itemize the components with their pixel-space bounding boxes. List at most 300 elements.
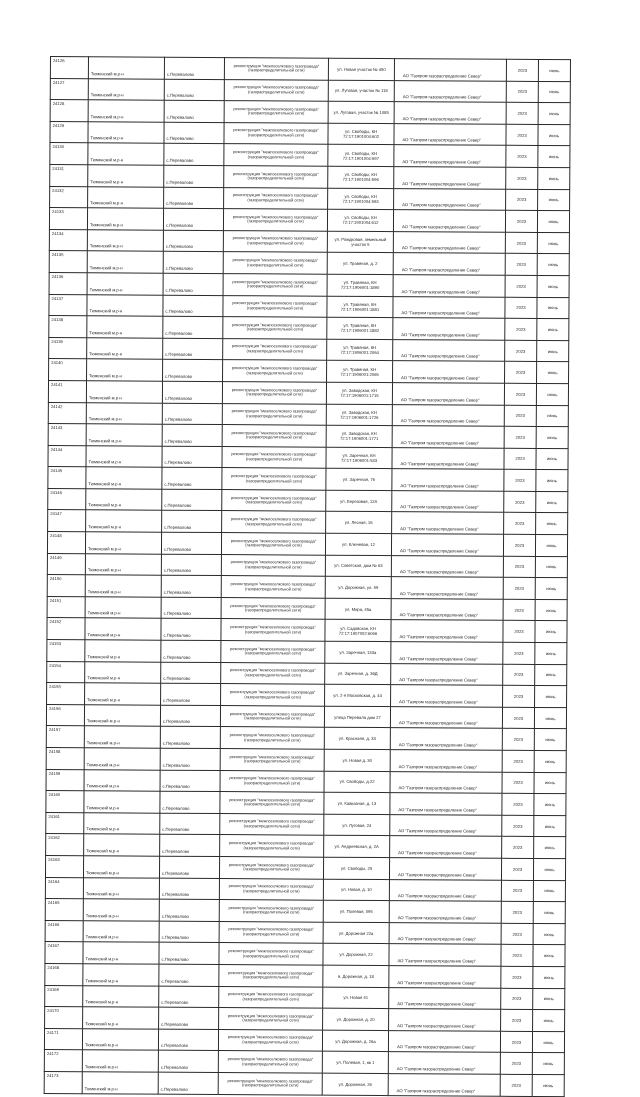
district-cell: Тюменский м.р-н — [84, 748, 160, 770]
row-number: 24147 — [48, 510, 86, 532]
year-cell: 2023 — [501, 858, 533, 880]
object-cell: реконструкция "межпоселкового газопровода" (газораспределительной сети) — [219, 986, 323, 1008]
village-cell: с.Перевалово — [164, 57, 224, 79]
row-number: 24143 — [48, 424, 86, 446]
year-cell: 2023 — [502, 793, 534, 815]
object-cell: реконструкция "межпоселкового газопровода" (газораспределительной сети) — [223, 230, 327, 252]
object-cell: реконструкция "межпоселкового газопровода" (газораспределительной сети) — [222, 381, 326, 403]
year-cell: 2023 — [503, 578, 535, 600]
year-cell: 2023 — [503, 664, 535, 686]
row-number: 24134 — [49, 229, 87, 251]
object-cell: реконструкция "межпоселкового газопровода" (газораспределительной сети) — [219, 943, 323, 965]
month-cell: июнь — [536, 427, 568, 449]
organization-cell: АО "Газпром газораспределение Север" — [394, 145, 506, 167]
month-cell: июнь — [537, 319, 569, 341]
table-row — [49, 208, 569, 233]
year-cell: 2023 — [504, 491, 536, 513]
table-row — [48, 510, 568, 535]
village-cell: с.Перевалово — [160, 727, 220, 749]
table-row — [48, 445, 568, 470]
object-cell: реконструкция "межпоселкового газопровода" (газораспределительной сети) — [221, 576, 325, 598]
row-number: 24173 — [44, 1071, 82, 1093]
organization-cell: АО "Газпром газораспределение Север" — [392, 490, 504, 512]
address-cell: в. Дорожная, д. 18 — [323, 965, 389, 987]
organization-cell: АО "Газпром газораспределение Север" — [388, 1052, 500, 1074]
address-cell: ул. Лесная, 16 — [326, 512, 392, 534]
district-cell: Тюменский м.р-н — [88, 186, 164, 208]
year-cell: 2023 — [506, 189, 538, 211]
village-cell: с.Перевалово — [159, 986, 219, 1008]
address-cell: ул. Луговая, участок № 1085 — [328, 101, 394, 123]
row-number: 24157 — [46, 726, 84, 748]
row-number: 24128 — [50, 100, 88, 122]
village-cell: с.Перевалово — [161, 575, 221, 597]
address-cell: ул. Дорожная, д. 20 — [323, 1008, 389, 1030]
village-cell: с.Перевалово — [158, 1029, 218, 1051]
year-cell: 2023 — [501, 880, 533, 902]
row-number: 24151 — [47, 596, 85, 618]
village-cell: с.Перевалово — [163, 273, 223, 295]
year-cell: 2023 — [502, 772, 534, 794]
object-cell: реконструкция "межпоселкового газопровода" (газораспределительной сети) — [223, 360, 327, 382]
object-cell: реконструкция "межпоселкового газопровода" (газораспределительной сети) — [224, 79, 328, 101]
object-cell: реконструкция "межпоселкового газопровода" (газораспределительной сети) — [223, 209, 327, 231]
object-cell: реконструкция "межпоселкового газопровода" (газораспределительной сети) — [218, 1051, 322, 1073]
organization-cell: АО "Газпром газораспределение Север" — [393, 253, 505, 275]
district-cell: Тюменский м.р-н — [84, 813, 160, 835]
year-cell: 2023 — [500, 1031, 532, 1053]
table-row — [49, 337, 569, 362]
table-row — [45, 1007, 565, 1032]
object-cell: реконструкция "межпоселкового газопровода" (газораспределительной сети) — [221, 533, 325, 555]
address-cell: улица Перевала дом 27 — [324, 706, 390, 728]
village-cell: с.Перевалово — [161, 640, 221, 662]
table-row — [46, 812, 566, 837]
district-cell: Тюменский м.р-н — [86, 402, 162, 424]
organization-cell: АО "Газпром газораспределение Север" — [389, 879, 501, 901]
object-cell: реконструкция "межпоселкового газопровода" (газораспределительной сети) — [224, 166, 328, 188]
year-cell: 2023 — [501, 901, 533, 923]
object-cell: реконструкция "межпоселкового газопровода" (газораспределительной сети) — [219, 857, 323, 879]
year-cell: 2023 — [501, 945, 533, 967]
address-cell: ул. Свободы, 25 — [323, 857, 389, 879]
month-cell: июнь — [536, 513, 568, 535]
month-cell: июнь — [534, 707, 566, 729]
row-number: 24139 — [49, 337, 87, 359]
village-cell: с.Перевалово — [163, 338, 223, 360]
village-cell: с.Перевалово — [159, 943, 219, 965]
object-cell: реконструкция "межпоселкового газопровода" (газораспределительной сети) — [221, 684, 325, 706]
village-cell: с.Перевалово — [164, 100, 224, 122]
address-cell: ул. Травяная, КН 72:17:1906001:2065 — [327, 361, 393, 383]
row-number: 24170 — [45, 1007, 83, 1029]
district-cell: Тюменский м.р-н — [84, 769, 160, 791]
organization-cell: АО "Газпром газораспределение Север" — [390, 836, 502, 858]
village-cell: с.Перевалово — [160, 791, 220, 813]
village-cell: с.Перевалово — [162, 489, 222, 511]
row-number: 24144 — [48, 445, 86, 467]
row-number: 24133 — [49, 208, 87, 230]
village-cell: с.Перевалово — [163, 208, 223, 230]
district-cell: Тюменский м.р-н — [82, 1072, 158, 1094]
village-cell: с.Перевалово — [164, 144, 224, 166]
village-cell: с.Перевалово — [163, 295, 223, 317]
table-row — [47, 618, 567, 643]
organization-cell: АО "Газпром газораспределение Север" — [390, 771, 502, 793]
table-row — [49, 251, 569, 276]
month-cell: июнь — [534, 837, 566, 859]
address-cell: ул. Заречная, 133а — [325, 641, 391, 663]
month-cell: июнь — [534, 729, 566, 751]
year-cell: 2023 — [505, 275, 537, 297]
month-cell: июнь — [533, 966, 565, 988]
month-cell: июнь — [532, 1031, 564, 1053]
village-cell: с.Перевалово — [161, 597, 221, 619]
table-row — [47, 575, 567, 600]
year-cell: 2023 — [506, 81, 538, 103]
village-cell: с.Перевалово — [159, 878, 219, 900]
address-cell: ул. Травяная, д. 2 — [327, 253, 393, 275]
address-cell: ул. Травяная, КН 72:17:1906001:1882 — [327, 317, 393, 339]
district-cell: Тюменский м.р-н — [85, 640, 161, 662]
district-cell: Тюменский м.р-н — [84, 705, 160, 727]
address-cell: ул. Травяная, КН 72:17:1906001:1890 — [327, 274, 393, 296]
month-cell: июнь — [537, 211, 569, 233]
organization-cell: АО "Газпром газораспределение Север" — [392, 512, 504, 534]
row-number: 24172 — [44, 1050, 82, 1072]
table-row — [50, 186, 570, 211]
table-row — [45, 899, 565, 924]
address-cell: ул. Свободы, КН 72:17:1901004:612 — [327, 209, 393, 231]
village-cell: с.Перевалово — [162, 511, 222, 533]
address-cell: ул. Мира, 45а — [325, 598, 391, 620]
district-cell: Тюменский м.р-н — [87, 337, 163, 359]
month-cell: июнь — [534, 815, 566, 837]
organization-cell: АО "Газпром газораспределение Север" — [391, 555, 503, 577]
address-cell: ул. Новая 41 — [323, 987, 389, 1009]
row-number: 24135 — [49, 251, 87, 273]
district-cell: Тюменский м.р-н — [83, 856, 159, 878]
district-cell: Тюменский м.р-н — [87, 229, 163, 251]
row-number: 24163 — [45, 855, 83, 877]
year-cell: 2023 — [500, 1074, 532, 1096]
organization-cell: АО "Газпром газораспределение Север" — [392, 404, 504, 426]
district-cell: Тюменский м.р-н — [83, 877, 159, 899]
address-cell: ул. Заводская, КН 72:17:1906001:1715 — [326, 382, 392, 404]
month-cell: июнь — [533, 880, 565, 902]
object-cell: реконструкция "межпоселкового газопровода" (газораспределительной сети) — [224, 122, 328, 144]
object-cell: реконструкция "межпоселкового газопровода" (газораспределительной сети) — [223, 252, 327, 274]
table-row — [45, 985, 565, 1010]
table-row — [48, 467, 568, 492]
address-cell: ул. Дорожная, д. 26а — [322, 1030, 388, 1052]
organization-cell: АО "Газпром газораспределение Север" — [393, 361, 505, 383]
month-cell: июнь — [535, 556, 567, 578]
village-cell: с.Перевалово — [163, 316, 223, 338]
object-cell: реконструкция "межпоселкового газопровода" (газораспределительной сети) — [220, 727, 324, 749]
organization-cell: АО "Газпром газораспределение Север" — [393, 339, 505, 361]
district-cell: Тюменский м.р-н — [83, 942, 159, 964]
address-cell: ул. Заречная, КН 72:17:1906001:533 — [326, 447, 392, 469]
row-number: 24127 — [50, 78, 88, 100]
district-cell: Тюменский м.р-н — [82, 1028, 158, 1050]
district-cell: Тюменский м.р-н — [88, 165, 164, 187]
month-cell: июнь — [535, 599, 567, 621]
address-cell: ул. 2-я Московская, д. 44 — [325, 684, 391, 706]
row-number: 24149 — [47, 553, 85, 575]
row-number: 24132 — [50, 186, 88, 208]
village-cell: с.Перевалово — [159, 1007, 219, 1029]
village-cell: с.Перевалово — [163, 252, 223, 274]
address-cell: ул. Садовская, КН 72:17:1907002:6066 — [325, 620, 391, 642]
organization-cell: АО "Газпром газораспределение Север" — [389, 966, 501, 988]
district-cell: Тюменский м.р-н — [86, 489, 162, 511]
year-cell: 2023 — [501, 923, 533, 945]
object-cell: реконструкция "межпоселкового газопровода" (газораспределительной сети) — [218, 1072, 322, 1094]
address-cell: ул. Свободы, КН 72:17:1901004:593 — [328, 188, 394, 210]
address-cell: ул. Березовая, 12А — [326, 490, 392, 512]
object-cell: реконструкция "межпоселкового газопровода" (газораспределительной сети) — [221, 662, 325, 684]
address-cell: ул. Травяная, КН 72:17:1906001:2064 — [327, 339, 393, 361]
village-cell: с.Перевалово — [160, 748, 220, 770]
village-cell: с.Перевалово — [162, 424, 222, 446]
organization-cell: АО "Газпром газораспределение Север" — [391, 534, 503, 556]
village-cell: с.Перевалово — [161, 662, 221, 684]
row-number: 24131 — [50, 164, 88, 186]
year-cell: 2023 — [506, 124, 538, 146]
table-row — [46, 834, 566, 859]
year-cell: 2023 — [506, 167, 538, 189]
row-number: 24162 — [46, 834, 84, 856]
village-cell: с.Перевалово — [164, 165, 224, 187]
village-cell: с.Перевалово — [163, 230, 223, 252]
year-cell: 2023 — [501, 966, 533, 988]
organization-cell: АО "Газпром газораспределение Север" — [394, 123, 506, 145]
address-cell: ул. Дорожная, ул. 59 — [325, 576, 391, 598]
table-row — [49, 229, 569, 254]
row-number: 24160 — [46, 791, 84, 813]
organization-cell: АО "Газпром газораспределение Север" — [391, 620, 503, 642]
village-cell: с.Перевалово — [161, 554, 221, 576]
row-number: 24158 — [46, 747, 84, 769]
organization-cell: АО "Газпром газораспределение Север" — [390, 728, 502, 750]
village-cell: с.Перевалово — [160, 705, 220, 727]
month-cell: июнь — [538, 146, 570, 168]
month-cell: июнь — [532, 1074, 564, 1096]
month-cell: июнь — [533, 988, 565, 1010]
organization-cell: АО "Газпром газораспределение Север" — [393, 296, 505, 318]
village-cell: с.Перевалово — [161, 619, 221, 641]
table-row — [46, 791, 566, 816]
row-number: 24159 — [46, 769, 84, 791]
district-cell: Тюменский м.р-н — [83, 899, 159, 921]
address-cell: ул. Дорожная, 26 — [322, 1073, 388, 1095]
object-cell: реконструкция "межпоселкового газопровода" (газораспределительной сети) — [219, 921, 323, 943]
address-cell: ул. Свободы, КН 72:17:1901004:597 — [328, 145, 394, 167]
object-cell: реконструкция "межпоселкового газопровода" (газораспределительной сети) — [221, 641, 325, 663]
month-cell: июнь — [533, 923, 565, 945]
year-cell: 2023 — [502, 707, 534, 729]
organization-cell: АО "Газпром газораспределение Север" — [391, 598, 503, 620]
year-cell: 2023 — [505, 340, 537, 362]
month-cell: июнь — [533, 1010, 565, 1032]
village-cell: с.Перевалово — [162, 446, 222, 468]
village-cell: с.Перевалово — [160, 770, 220, 792]
organization-cell: АО "Газпром газораспределение Север" — [390, 706, 502, 728]
organization-cell: АО "Газпром газораспределение Север" — [389, 1009, 501, 1031]
table-row — [45, 963, 565, 988]
table-row — [47, 683, 567, 708]
row-number: 24142 — [48, 402, 86, 424]
month-cell: июнь — [532, 1053, 564, 1075]
month-cell: июнь — [538, 103, 570, 125]
row-number: 24140 — [49, 359, 87, 381]
organization-cell: АО "Газпром газораспределение Север" — [389, 901, 501, 923]
year-cell: 2023 — [501, 988, 533, 1010]
district-cell: Тюменский м.р-н — [87, 294, 163, 316]
year-cell: 2023 — [504, 426, 536, 448]
district-cell: Тюменский м.р-н — [86, 381, 162, 403]
row-number: 24165 — [45, 899, 83, 921]
district-cell: Тюменский м.р-н — [88, 122, 164, 144]
table-row — [46, 704, 566, 729]
table-row — [49, 359, 569, 384]
year-cell: 2023 — [503, 621, 535, 643]
year-cell: 2023 — [504, 470, 536, 492]
village-cell: с.Перевалово — [161, 532, 221, 554]
month-cell: июнь — [538, 59, 570, 81]
organization-cell: АО "Газпром газораспределение Север" — [394, 188, 506, 210]
month-cell: июнь — [535, 578, 567, 600]
district-cell: Тюменский м.р-н — [88, 143, 164, 165]
organization-cell: АО "Газпром газораспределение Север" — [388, 1030, 500, 1052]
month-cell: июнь — [537, 340, 569, 362]
year-cell: 2023 — [505, 362, 537, 384]
year-cell: 2023 — [506, 146, 538, 168]
district-cell: Тюменский м.р-н — [83, 964, 159, 986]
month-cell: июнь — [535, 535, 567, 557]
year-cell: 2023 — [505, 318, 537, 340]
object-cell: реконструкция "межпоселкового газопровода" (газораспределительной сети) — [220, 792, 324, 814]
object-cell: реконструкция "межпоселкового газопровода" (газораспределительной сети) — [224, 58, 328, 80]
district-cell: Тюменский м.р-н — [87, 251, 163, 273]
table-body — [44, 57, 570, 1097]
month-cell: июнь — [537, 275, 569, 297]
row-number: 24156 — [46, 704, 84, 726]
year-cell: 2023 — [502, 815, 534, 837]
district-cell: Тюменский м.р-н — [85, 661, 161, 683]
row-number: 24164 — [45, 877, 83, 899]
village-cell: с.Перевалово — [159, 856, 219, 878]
address-cell: ул. Дорожная, 22 — [323, 944, 389, 966]
district-cell: Тюменский м.р-н — [83, 985, 159, 1007]
row-number: 24152 — [47, 618, 85, 640]
row-number: 24138 — [49, 316, 87, 338]
address-cell: ул. Заречная, д. 36Д — [325, 663, 391, 685]
year-cell: 2023 — [503, 556, 535, 578]
organization-cell: АО "Газпром газораспределение Север" — [389, 922, 501, 944]
year-cell: 2023 — [503, 642, 535, 664]
object-cell: реконструкция "межпоселкового газопровода" (газораспределительной сети) — [223, 273, 327, 295]
row-number: 24168 — [45, 963, 83, 985]
year-cell: 2023 — [500, 1053, 532, 1075]
village-cell: с.Перевалово — [160, 813, 220, 835]
address-cell: ул. Дорожная 22а — [323, 922, 389, 944]
month-cell: июнь — [535, 621, 567, 643]
table-row — [48, 402, 568, 427]
village-cell: с.Перевалово — [162, 467, 222, 489]
district-cell: Тюменский м.р-н — [85, 532, 161, 554]
row-number: 24169 — [45, 985, 83, 1007]
organization-cell: АО "Газпром газораспределение Север" — [388, 1073, 500, 1095]
year-cell: 2023 — [502, 750, 534, 772]
district-cell: Тюменский м.р-н — [86, 510, 162, 532]
object-cell: реконструкция "межпоселкового газопровода" (газораспределительной сети) — [219, 1008, 323, 1030]
month-cell: июнь — [534, 794, 566, 816]
address-cell: ул. Рождковая, земельный участок 5 — [327, 231, 393, 253]
month-cell: июнь — [537, 254, 569, 276]
table-row — [47, 532, 567, 557]
district-cell: Тюменский м.р-н — [84, 791, 160, 813]
month-cell: июнь — [537, 297, 569, 319]
year-cell: 2023 — [506, 102, 538, 124]
village-cell: с.Перевалово — [164, 79, 224, 101]
address-cell: ул. Травяная, КН 72:17:1906001:1881 — [327, 296, 393, 318]
village-cell: с.Перевалово — [158, 1050, 218, 1072]
organization-cell: АО "Газпром газораспределение Север" — [390, 793, 502, 815]
address-cell: ул. Новая участок № 450 — [328, 58, 394, 80]
year-cell: 2023 — [504, 383, 536, 405]
table-row — [45, 855, 565, 880]
district-cell: Тюменский м.р-н — [85, 683, 161, 705]
address-cell: ул. Свободы, КН 72:17:1901004:596 — [328, 166, 394, 188]
row-number: 24141 — [48, 380, 86, 402]
object-cell: реконструкция "межпоселкового газопровода" (газораспределительной сети) — [224, 187, 328, 209]
village-cell: с.Перевалово — [159, 921, 219, 943]
table-row — [44, 1050, 564, 1075]
table-row — [45, 920, 565, 945]
district-cell: Тюменский м.р-н — [87, 359, 163, 381]
month-cell: июнь — [536, 383, 568, 405]
table-row — [50, 164, 570, 189]
table-row — [47, 640, 567, 665]
month-cell: июнь — [537, 362, 569, 384]
month-cell: июнь — [534, 772, 566, 794]
address-cell: ул. Заречная, 76 — [326, 468, 392, 490]
address-cell: ул. Свободы, д.22 — [324, 771, 390, 793]
table-row — [45, 942, 565, 967]
address-cell: ул. Заводская, КН 72:17:1906001:1726 — [326, 404, 392, 426]
table-row — [47, 596, 567, 621]
district-cell: Тюменский м.р-н — [85, 618, 161, 640]
table-row — [48, 380, 568, 405]
table-row — [45, 877, 565, 902]
district-cell: Тюменский м.р-н — [87, 316, 163, 338]
organization-cell: АО "Газпром газораспределение Север" — [389, 858, 501, 880]
object-cell: реконструкция "межпоселкового газопровода" (газораспределительной сети) — [223, 317, 327, 339]
village-cell: с.Перевалово — [162, 403, 222, 425]
organization-cell: АО "Газпром газораспределение Север" — [391, 642, 503, 664]
table-row — [44, 1028, 564, 1053]
address-cell: ул. Луговая, участок № 118 — [328, 80, 394, 102]
document-page — [45, 56, 570, 1094]
table-row — [47, 661, 567, 686]
organization-cell: АО "Газпром газораспределение Север" — [393, 318, 505, 340]
object-cell: реконструкция "межпоселкового газопровода" (газораспределительной сети) — [219, 878, 323, 900]
address-cell: ул. Полевая, 095 — [323, 900, 389, 922]
object-cell: реконструкция "межпоселкового газопровода" (газораспределительной сети) — [222, 511, 326, 533]
district-cell: Тюменский м.р-н — [87, 273, 163, 295]
